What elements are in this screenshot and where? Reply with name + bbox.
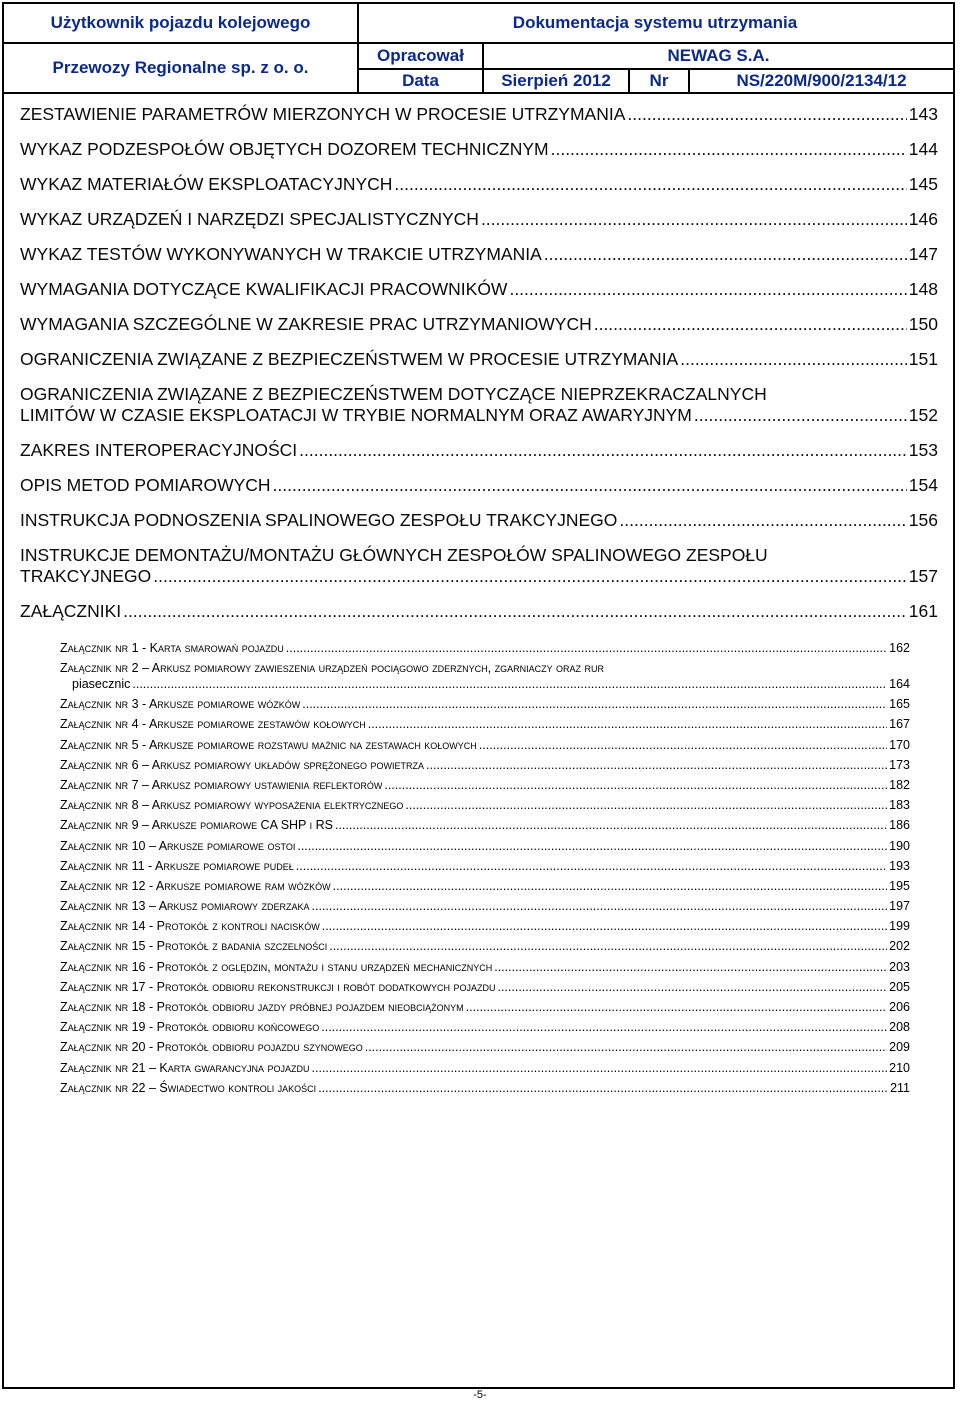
attachment-title: Załącznik nr 1 - Karta smarowań pojazdu [60, 641, 284, 655]
attachments-list [60, 640, 910, 1100]
attachment-title: Załącznik nr 15 - Protokół z badania szczelności [60, 939, 328, 954]
attachment-page: 202 [889, 939, 910, 954]
dot-leader [479, 737, 887, 753]
dot-leader [627, 104, 906, 125]
attachment-page: 211 [890, 1080, 910, 1095]
dot-leader [318, 1080, 888, 1096]
toc-entry-title: WYKAZ PODZESPOŁÓW OBJĘTYCH DOZOREM TECHNICZNYM [20, 139, 549, 159]
attachment-title: Załącznik nr 21 – Karta gwarancyjna pojazdu [60, 1060, 310, 1075]
toc-entry-page: 157 [908, 566, 938, 586]
toc-entry-title: WYKAZ TESTÓW WYKONYWANYCH W TRAKCIE UTRZYMANIA [20, 244, 542, 264]
toc-entry-title: WYMAGANIA SZCZEGÓLNE W ZAKRESIE PRAC UTRZYMANIOWYCH [20, 314, 592, 334]
toc-entry-page: 146 [908, 209, 938, 229]
dot-leader [321, 1019, 887, 1035]
attachment-entry[interactable] [60, 858, 910, 878]
dot-leader [497, 979, 887, 995]
toc-entry-page: 143 [908, 104, 938, 124]
attachment-page: 203 [889, 959, 910, 974]
attachment-page: 193 [889, 858, 910, 873]
attachment-title: Załącznik nr 3 - Arkusze pomiarowe wózków [60, 697, 301, 712]
dot-leader [426, 757, 887, 773]
attachment-title: Załącznik nr 4 - Arkusze pomiarowe zestawów kołowych [60, 717, 366, 732]
toc-entry-page: 150 [908, 314, 938, 334]
attachment-page: 170 [889, 737, 910, 752]
attachment-title: Załącznik nr 18 - Protokół odbioru jazdy próbnej pojazdem nieobciążonym [60, 1000, 464, 1014]
toc-entry[interactable] [20, 475, 938, 496]
dot-leader [694, 405, 907, 426]
attachment-entry[interactable] [60, 918, 910, 938]
dot-leader [509, 279, 906, 300]
attachment-entry[interactable] [60, 1019, 910, 1039]
toc-entry-page: 145 [908, 174, 938, 194]
attachment-page: 195 [889, 878, 910, 893]
attachment-title: Załącznik nr 6 – Arkusz pomiarowy układów sprężonego powietrza [60, 757, 424, 772]
dot-leader [153, 566, 907, 587]
dot-leader [594, 314, 907, 335]
dot-leader [481, 209, 907, 230]
attachment-entry[interactable] [60, 999, 910, 1019]
toc-entry-page: 161 [908, 601, 938, 621]
toc-entry[interactable] [20, 139, 938, 160]
toc-entry-page: 144 [908, 139, 938, 159]
attachment-title: Załącznik nr 16 - Protokół z oględzin, montażu i stanu urządzeń mechanicznych [60, 959, 493, 974]
toc-entry-page: 151 [908, 349, 938, 369]
toc-entry-title: WYKAZ MATERIAŁÓW EKSPLOATACYJNYCH [20, 174, 393, 194]
dot-leader [299, 440, 907, 461]
attachment-entry[interactable] [60, 640, 910, 660]
toc-entry[interactable] [20, 440, 938, 461]
attachment-title: Załącznik nr 17 - Protokół odbioru rekonstrukcji i robót dodatkowych pojazdu [60, 979, 496, 994]
toc-entry-title: ZAŁĄCZNIKI [20, 601, 122, 621]
date-value: Sierpień 2012 [501, 71, 611, 90]
user-name: Przewozy Regionalne sp. z o. o. [52, 58, 309, 77]
attachment-entry[interactable] [60, 716, 910, 736]
dot-leader [312, 1060, 888, 1076]
attachment-page: 208 [889, 1020, 910, 1035]
toc-entry[interactable] [20, 510, 938, 531]
dot-leader [365, 1039, 887, 1055]
dot-leader [494, 959, 887, 975]
attachment-entry[interactable] [60, 979, 910, 999]
dot-leader [544, 244, 907, 265]
attachment-page: 173 [889, 757, 910, 772]
dot-leader [312, 898, 888, 914]
attachment-title: Załącznik nr 13 – Arkusz pomiarowy zderzaka [60, 899, 310, 914]
dot-leader [132, 676, 887, 692]
attachment-entry[interactable] [60, 959, 910, 979]
toc-entry-title: OGRANICZENIA ZWIĄZANE Z BEZPIECZEŃSTWEM DOTYCZĄCE NIEPRZEKRACZALNYCH [20, 384, 767, 404]
attachment-title: Załącznik nr 5 - Arkusze pomiarowe rozstawu mażnic na zestawach kołowych [60, 737, 477, 752]
dot-leader [329, 938, 887, 954]
toc-entry-page: 156 [908, 510, 938, 530]
dot-leader [297, 838, 887, 854]
attachment-page: 164 [889, 677, 910, 692]
dot-leader [286, 640, 887, 656]
attachment-entry[interactable] [60, 1060, 910, 1080]
dot-leader [405, 797, 887, 813]
attachment-entry[interactable] [60, 1080, 910, 1100]
attachment-entry[interactable] [60, 757, 910, 777]
attachment-entry[interactable] [60, 737, 910, 757]
table-of-contents [20, 104, 938, 636]
attachment-title: Załącznik nr 9 – Arkusze pomiarowe CA SHP i RS [60, 818, 333, 833]
dot-leader [466, 999, 887, 1015]
dot-leader [333, 878, 887, 894]
prepared-value: NEWAG S.A. [667, 46, 770, 65]
attachment-page: 199 [889, 919, 910, 934]
toc-entry-title: INSTRUKCJE DEMONTAŻU/MONTAŻU GŁÓWNYCH ZESPOŁÓW SPALINOWEGO ZESPOŁU [20, 545, 768, 565]
dot-leader [368, 716, 887, 732]
doc-system-title: Dokumentacja systemu utrzymania [512, 13, 798, 32]
attachment-entry[interactable] [60, 898, 910, 918]
toc-entry-page: 147 [908, 244, 938, 264]
attachment-entry[interactable] [60, 696, 910, 716]
attachment-entry[interactable] [60, 838, 910, 858]
toc-entry[interactable] [20, 209, 938, 230]
dot-leader [551, 139, 907, 160]
toc-entry[interactable] [20, 244, 938, 265]
dot-leader [123, 601, 907, 622]
toc-entry[interactable] [20, 384, 938, 426]
toc-entry-title: INSTRUKCJA PODNOSZENIA SPALINOWEGO ZESPOŁU TRAKCYJNEGO [20, 510, 618, 530]
toc-entry-title-cont: LIMITÓW W CZASIE EKSPLOATACJI W TRYBIE NORMALNYM ORAZ AWARYJNYM [20, 405, 692, 425]
dot-leader [619, 510, 906, 531]
dot-leader [322, 918, 887, 934]
attachment-title: Załącznik nr 10 – Arkusze pomiarowe ostoi [60, 838, 296, 853]
toc-entry-page: 154 [908, 475, 938, 495]
toc-entry-page: 153 [908, 440, 938, 460]
attachment-page: 205 [889, 979, 910, 994]
dot-leader [394, 174, 906, 195]
attachment-page: 186 [889, 818, 910, 833]
attachment-title: Załącznik nr 19 - Protokół odbioru końcowego [60, 1020, 320, 1035]
toc-entry-page: 152 [908, 405, 938, 425]
attachment-page: 209 [889, 1040, 910, 1055]
dot-leader [335, 817, 887, 833]
toc-entry-title: OPIS METOD POMIAROWYCH [20, 475, 271, 495]
nr-value: NS/220M/900/2134/12 [736, 71, 907, 90]
attachment-entry[interactable] [60, 777, 910, 797]
toc-entry-page: 148 [908, 279, 938, 299]
user-label: Użytkownik pojazdu kolejowego [50, 13, 311, 32]
toc-entry[interactable] [20, 174, 938, 195]
attachment-page: 190 [889, 838, 910, 853]
attachment-page: 197 [889, 899, 910, 914]
toc-entry[interactable] [20, 279, 938, 300]
attachment-entry[interactable] [60, 938, 910, 958]
document-header [0, 0, 953, 94]
attachment-entry[interactable] [60, 817, 910, 837]
toc-entry-title: OGRANICZENIA ZWIĄZANE Z BEZPIECZEŃSTWEM W PROCESIE UTRZYMANIA [20, 349, 679, 369]
dot-leader [296, 858, 887, 874]
dot-leader [384, 777, 887, 793]
attachment-title: Załącznik nr 11 - Arkusze pomiarowe pudeł [60, 858, 294, 873]
toc-entry[interactable] [20, 545, 938, 587]
attachment-title: Załącznik nr 7 – Arkusz pomiarowy ustawienia reflektorów [60, 777, 383, 792]
attachment-page: 167 [889, 717, 910, 732]
attachment-title: Załącznik nr 14 - Protokół z kontroli nacisków [60, 919, 320, 934]
attachment-page: 210 [889, 1060, 910, 1075]
toc-entry[interactable] [20, 601, 938, 622]
attachment-title: Załącznik nr 2 – Arkusz pomiarowy zawieszenia urządzeń pociągowo zderznych, zgarniaczy oraz rur [60, 661, 605, 676]
attachment-entry[interactable] [60, 878, 910, 898]
dot-leader [302, 696, 887, 712]
attachment-page: 182 [889, 777, 910, 792]
attachment-entry[interactable] [60, 1039, 910, 1059]
attachment-entry[interactable] [60, 797, 910, 817]
attachment-title: Załącznik nr 20 - Protokół odbioru pojazdu szynowego [60, 1040, 363, 1055]
toc-entry-title: ZAKRES INTEROPERACYJNOŚCI [20, 440, 298, 460]
nr-label: Nr [649, 71, 669, 90]
toc-entry-title: ZESTAWIENIE PARAMETRÓW MIERZONYCH W PROCESIE UTRZYMANIA [20, 104, 626, 124]
attachment-title: Załącznik nr 12 - Arkusze pomiarowe ram wózków [60, 878, 331, 893]
attachment-title: Załącznik nr 8 – Arkusz pomiarowy wyposażenia elektrycznego [60, 798, 404, 813]
attachment-page: 162 [889, 641, 910, 655]
toc-entry-title: WYKAZ URZĄDZEŃ I NARZĘDZI SPECJALISTYCZNYCH [20, 209, 479, 229]
attachment-entry[interactable] [60, 660, 910, 692]
date-label: Data [402, 71, 439, 90]
toc-entry[interactable] [20, 314, 938, 335]
attachment-page: 183 [889, 798, 910, 813]
toc-entry[interactable] [20, 349, 938, 370]
prepared-label: Opracował [377, 46, 464, 65]
toc-entry[interactable] [20, 104, 938, 125]
dot-leader [273, 475, 907, 496]
toc-entry-title-cont: TRAKCYJNEGO [20, 566, 152, 586]
dot-leader [680, 349, 907, 370]
toc-entry-title: WYMAGANIA DOTYCZĄCE KWALIFIKACJI PRACOWNIKÓW [20, 279, 508, 299]
attachment-page: 165 [889, 697, 910, 712]
attachment-title-cont: piasecznic [72, 677, 131, 692]
attachment-page: 206 [889, 1000, 910, 1014]
attachment-title: Załącznik nr 22 – Świadectwo kontroli jakości [60, 1080, 317, 1095]
page-number: -5- [473, 1389, 487, 1401]
